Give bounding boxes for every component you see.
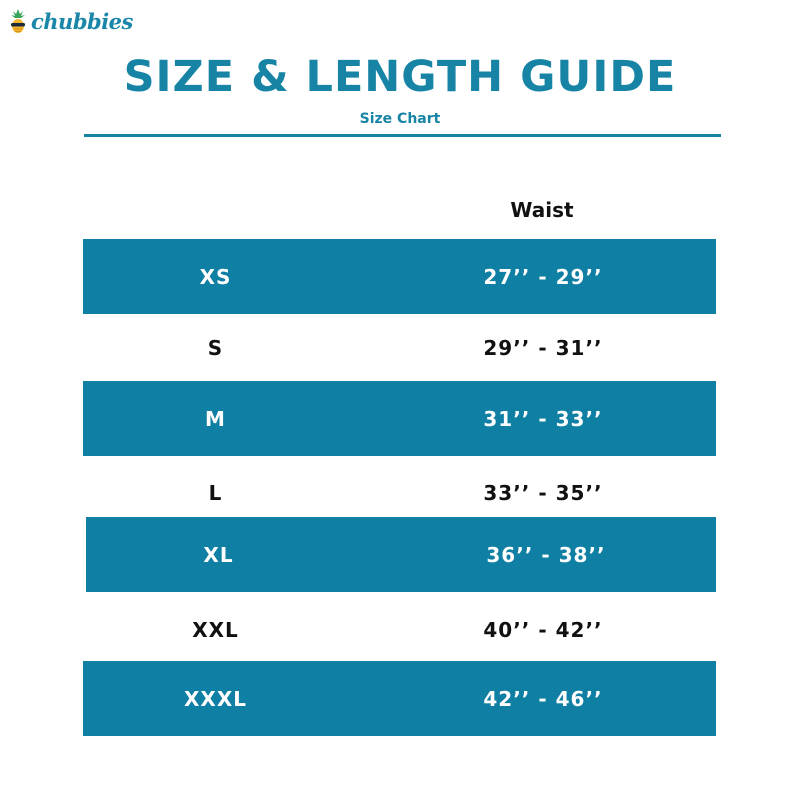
waist-range: 36’’ - 38’’ <box>486 542 606 567</box>
waist-range: 42’’ - 46’’ <box>483 686 603 711</box>
waist-range: 33’’ - 35’’ <box>483 480 603 505</box>
waist-column-header: Waist <box>510 198 574 222</box>
size-label: XL <box>203 542 234 567</box>
waist-range: 27’’ - 29’’ <box>483 264 603 289</box>
size-row-xs <box>83 239 716 314</box>
waist-range: 40’’ - 42’’ <box>483 617 603 642</box>
size-label: XXL <box>192 617 239 642</box>
page-title: SIZE & LENGTH GUIDE <box>123 52 677 102</box>
logo-wordmark: chubbies <box>31 8 133 34</box>
waist-range: 31’’ - 33’’ <box>483 406 603 431</box>
size-label: M <box>205 406 226 431</box>
brand-logo[interactable] <box>8 8 133 34</box>
page-subtitle: Size Chart <box>359 111 441 127</box>
waist-range: 29’’ - 31’’ <box>483 335 603 360</box>
pineapple-sunglasses-icon <box>8 8 28 34</box>
size-label: L <box>208 480 223 505</box>
size-label: S <box>207 335 224 360</box>
size-row-xl <box>86 517 716 592</box>
size-row-xxxl <box>83 661 716 736</box>
size-row-m <box>83 381 716 456</box>
size-row-xxl <box>83 592 716 667</box>
size-label: XS <box>199 264 232 289</box>
size-label: XXXL <box>183 686 247 711</box>
size-row-s <box>83 310 716 385</box>
title-divider <box>84 134 721 137</box>
